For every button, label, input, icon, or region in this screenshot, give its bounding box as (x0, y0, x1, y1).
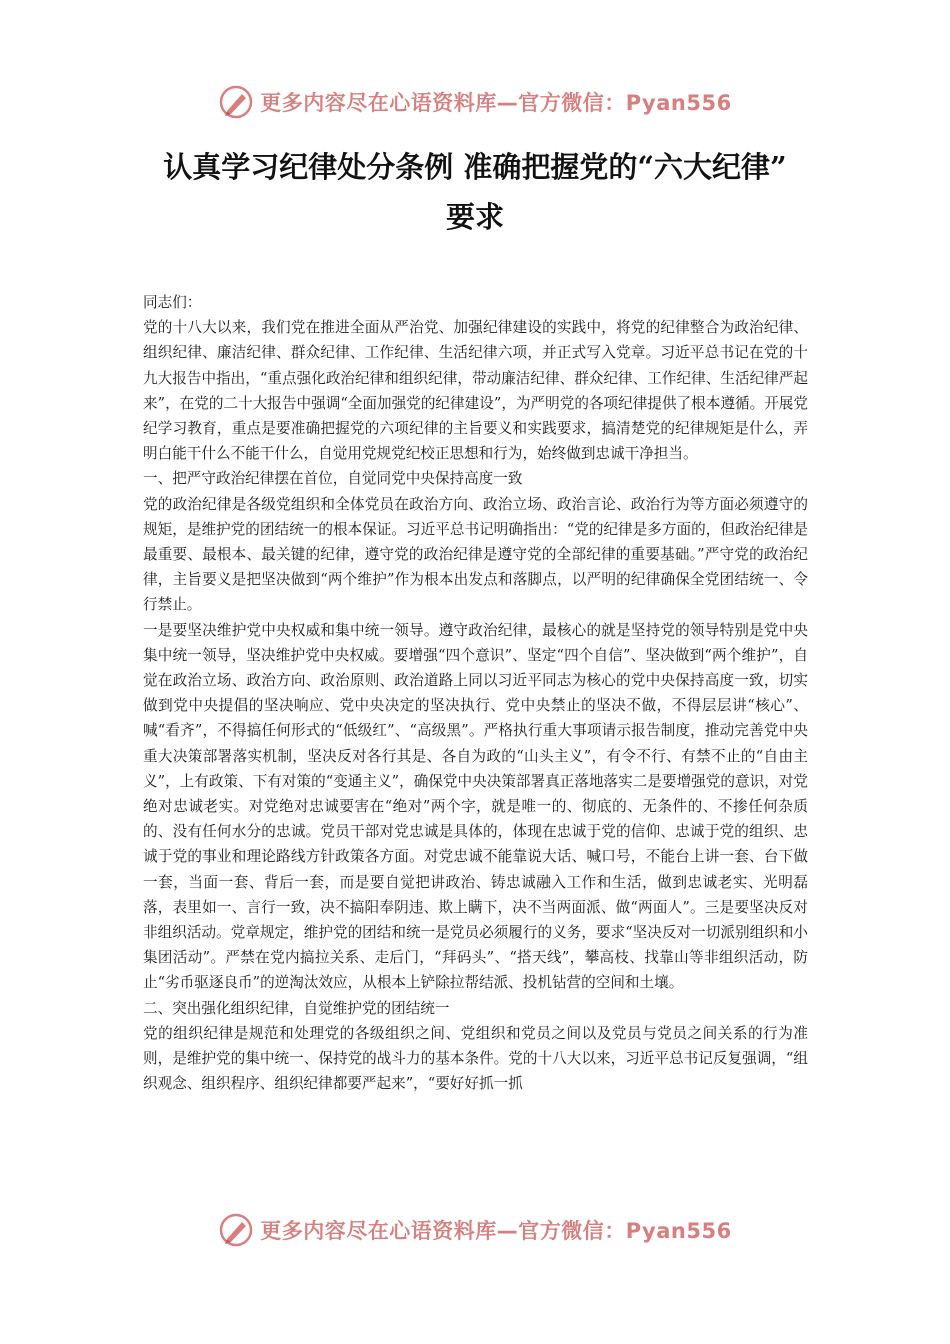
watermark-text: 更多内容尽在心语资料库—官方微信：Pyan556 (260, 1219, 732, 1243)
pen-logo-icon (218, 1212, 254, 1248)
salutation: 同志们： (143, 294, 202, 311)
watermark-header (0, 80, 950, 124)
document-body (143, 290, 808, 1097)
body-paragraph: 一是要坚决维护党中央权威和集中统一领导。遵守政治纪律，最核心的就是坚持党的领导特别是党中央集中统一领导，坚决维护党中央权威。要增强“四个意识”、坚定“四个自信”、坚决做到“两个维护”，自觉在政治立场、政治方向、政治原则、政治道路上同以习近平同志为核心的党中央保持高度一致，切实做到党中央提倡的坚决响应、党中央决定的坚决执行、党中央禁止的坚决不做，不得层层讲“核心”、喊“看齐”，不得搞任何形式的“低级红”、“高级黑”。严格执行重大事项请示报告制度，推动完善党中央重大决策部署落实机制，坚决反对各行其是、各自为政的“山头主义”，有令不行、有禁不止的“自由主义”，上有政策、下有对策的“变通主义”，确保党中央决策部署真正落地落实二是要增强党的意识，对党绝对忠诚老实。对党绝对忠诚要害在“绝对”两个字，就是唯一的、彻底的、无条件的、不掺任何杂质的、没有任何水分的忠诚。党员干部对党忠诚是具体的，体现在忠诚于党的信仰、忠诚于党的组织、忠诚于党的事业和理论路线方针政策各方面。对党忠诚不能靠说大话、喊口号，不能台上讲一套、台下做一套，当面一套、背后一套，而是要自觉把讲政治、铸忠诚融入工作和生活，做到忠诚老实、光明磊落，表里如一、言行一致，决不搞阳奉阴违、欺上瞒下，决不当两面派、做“两面人”。三是要坚决反对非组织活动。党章规定，维护党的团结和统一是党员必须履行的义务，要求“坚决反对一切派别组织和小集团活动”。严禁在党内搞拉关系、走后门，“拜码头”、“搭天线”，攀高枝、找靠山等非组织活动，防止“劣币驱逐良币”的逆淘汰效应，从根本上铲除拉帮结派、投机钻营的空间和土壤。 (143, 621, 808, 992)
page-title-continued: 要求 (445, 200, 504, 234)
watermark-footer (0, 1208, 950, 1252)
intro-paragraph: 党的十八大以来，我们党在推进全面从严治党、加强纪律建设的实践中，将党的纪律整合为政治纪律、组织纪律、廉洁纪律、群众纪律、工作纪律、生活纪律六项，并正式写入党章。习近平总书记在党的十九大报告中指出，“重点强化政治纪律和组织纪律，带动廉洁纪律、群众纪律、工作纪律、生活纪律严起来”，在党的二十大报告中强调“全面加强党的纪律建设”，为严明党的各项纪律提供了根本遵循。开展党纪学习教育，重点是要准确把握党的六项纪律的主旨要义和实践要求，搞清楚党的纪律规矩是什么，弄明白能干什么不能干什么，自觉用党规党纪校正思想和行为，始终做到忠诚干净担当。 (143, 319, 808, 463)
pen-logo-icon (218, 84, 254, 120)
body-paragraph: 党的组织纪律是规范和处理党的各级组织之间、党组织和党员之间以及党员与党员之间关系的行为准则，是维护党的集中统一、保持党的战斗力的基本条件。党的十八大以来，习近平总书记反复强调，“组织观念、组织程序、组织纪律都要严起来”，“要好好抓一抓 (143, 1024, 808, 1093)
page-title: 认真学习纪律处分条例 准确把握党的“六大纪律” (163, 150, 787, 184)
body-paragraph: 党的政治纪律是各级党组织和全体党员在政治方向、政治立场、政治言论、政治行为等方面必须遵守的规矩，是维护党的团结统一的根本保证。习近平总书记明确指出：“党的纪律是多方面的，但政治纪律是最重要、最根本、最关键的纪律，遵守党的政治纪律是遵守党的全部纪律的重要基础。”严守党的政治纪律，主旨要义是把坚决做到“两个维护”作为根本出发点和落脚点，以严明的纪律确保全党团结统一、令行禁止。 (143, 495, 808, 614)
section-heading-1: 一、把严守政治纪律摆在首位，自觉同党中央保持高度一致 (143, 470, 523, 488)
section-heading-2: 二、突出强化组织纪律，自觉维护党的团结统一 (143, 999, 450, 1017)
watermark-text: 更多内容尽在心语资料库—官方微信：Pyan556 (260, 91, 732, 115)
